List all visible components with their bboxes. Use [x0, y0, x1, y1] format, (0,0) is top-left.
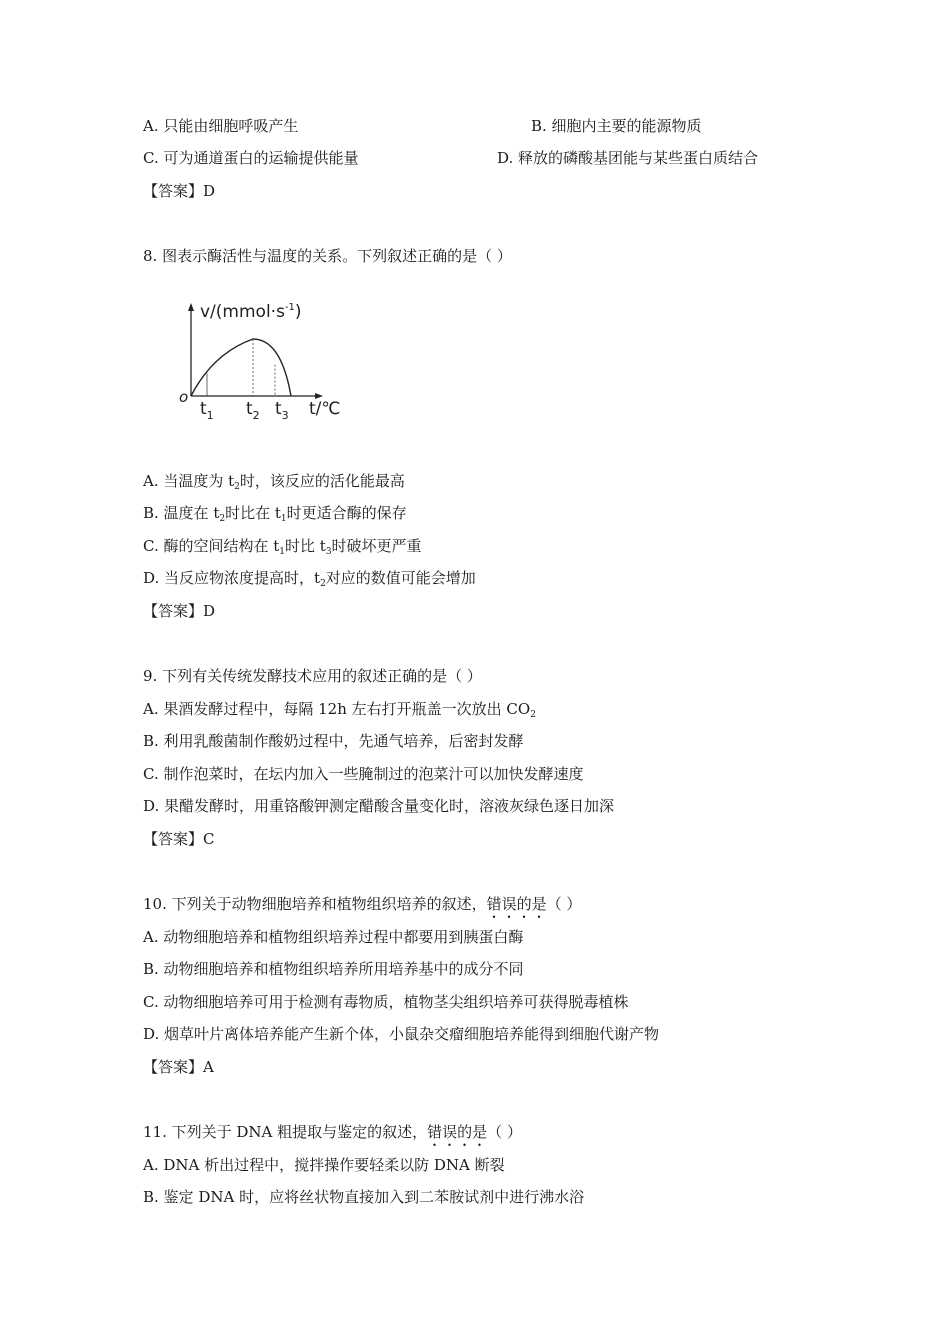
- q7-option-b: B. 细胞内主要的能源物质: [531, 117, 702, 135]
- q10-option-a: A. 动物细胞培养和植物组织培养过程中都要用到胰蛋白酶: [143, 928, 524, 946]
- activity-curve: [191, 339, 291, 396]
- q9-option-c: C. 制作泡菜时，在坛内加入一些腌制过的泡菜汁可以加快发酵速度: [143, 765, 584, 783]
- t2-label: $t_2$: [246, 399, 260, 422]
- q8-option-d: D. 当反应物浓度提高时，$t_2$对应的数值可能会增加: [143, 569, 476, 589]
- q7-option-d: D. 释放的磷酸基团能与某些蛋白质结合: [497, 149, 759, 167]
- q9-option-a: A. 果酒发酵过程中，每隔 12h 左右打开瓶盖一次放出 $CO_2$: [143, 700, 536, 720]
- q7-option-a: A. 只能由细胞呼吸产生: [143, 117, 299, 135]
- q9-answer: 【答案】C: [143, 830, 215, 848]
- t1-label: $t_1$: [200, 399, 214, 422]
- enzyme-activity-chart: [176, 293, 356, 425]
- x-axis-label: t/℃: [309, 399, 341, 419]
- emphasis-text: 错误的是: [486, 895, 547, 913]
- q8-option-a: A. 当温度为 $t_2$时，该反应的活化能最高: [143, 472, 405, 492]
- q8-stem: 8. 图表示酶活性与温度的关系。下列叙述正确的是（ ）: [143, 247, 512, 265]
- q10-stem: 10. 下列关于动物细胞培养和植物组织培养的叙述，错误的是（ ）: [143, 895, 582, 913]
- q8-option-c: C. 酶的空间结构在 $t_1$时比 $t_3$时破坏更严重: [143, 537, 422, 557]
- q9-option-d: D. 果醋发酵时，用重铬酸钾测定醋酸含量变化时，溶液灰绿色逐日加深: [143, 797, 615, 815]
- q11-stem: 11. 下列关于 DNA 粗提取与鉴定的叙述，错误的是（ ）: [143, 1123, 522, 1141]
- y-axis-label: $v/(mmol\cdot s^{-1})$: [200, 302, 302, 322]
- q9-stem: 9. 下列有关传统发酵技术应用的叙述正确的是（ ）: [143, 667, 482, 685]
- q10-option-c: C. 动物细胞培养可用于检测有毒物质，植物茎尖组织培养可获得脱毒植株: [143, 993, 629, 1011]
- q11-option-b: B. 鉴定 DNA 时，应将丝状物直接加入到二苯胺试剂中进行沸水浴: [143, 1188, 585, 1206]
- q8-option-b: B. 温度在 $t_2$时比在 $t_1$时更适合酶的保存: [143, 504, 407, 524]
- q7-option-c: C. 可为通道蛋白的运输提供能量: [143, 149, 359, 167]
- q8-answer: 【答案】D: [143, 602, 216, 620]
- q10-answer: 【答案】A: [143, 1058, 214, 1076]
- q7-answer: 【答案】D: [143, 182, 216, 200]
- origin-label: o: [179, 388, 189, 406]
- emphasis-text: 错误的是: [427, 1123, 488, 1141]
- q10-option-d: D. 烟草叶片离体培养能产生新个体，小鼠杂交瘤细胞培养能得到细胞代谢产物: [143, 1025, 660, 1043]
- t3-label: $t_3$: [275, 399, 289, 422]
- q10-option-b: B. 动物细胞培养和植物组织培养所用培养基中的成分不同: [143, 960, 524, 978]
- y-axis-arrow: [188, 303, 194, 311]
- q9-option-b: B. 利用乳酸菌制作酸奶过程中，先通气培养，后密封发酵: [143, 732, 524, 750]
- q11-option-a: A. DNA 析出过程中，搅拌操作要轻柔以防 DNA 断裂: [143, 1156, 505, 1174]
